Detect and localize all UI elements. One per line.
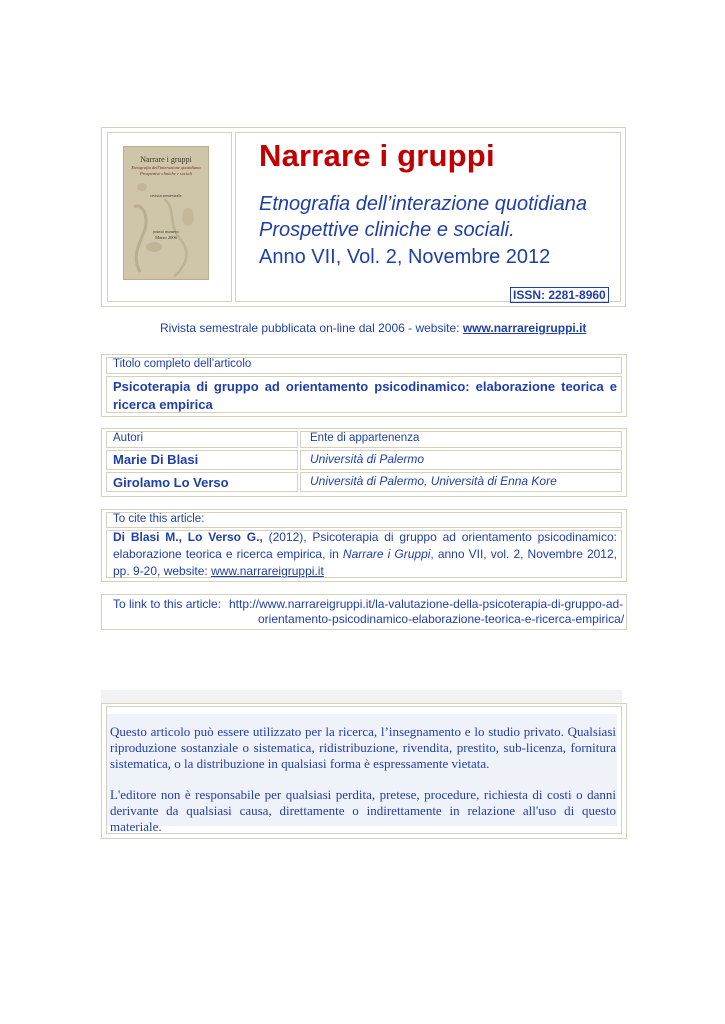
author-affiliation: Università di Palermo, Università di Enna Kore [310, 474, 557, 488]
notice-paragraph-2: L'editore non è responsabile per qualsiasi perdita, pretese, procedure, richiesta di costi o danni derivante da qualsiasi causa, direttamente o indirettamente in relazione all'uso di questo materiale. [110, 787, 616, 834]
authors-header: Autori [113, 432, 144, 444]
cover-issue-date: Marzo 2006 [155, 235, 177, 240]
link-label: To link to this article: [113, 597, 222, 611]
issn-badge: ISSN: 2281-8960 [510, 287, 609, 303]
publication-text: Rivista semestrale pubblicata on-line dal 2006 - website: [160, 321, 463, 335]
volume-info: Anno VII, Vol. 2, Novembre 2012 [259, 246, 551, 268]
subtitle-line-1: Etnografia dell’interazione quotidiana [259, 193, 588, 215]
notice-paragraph-1: Questo articolo può essere utilizzato per la ricerca, l’insegnamento e lo studio privato. Qualsiasi riproduzione sostanziale o sistematica, ridistribuzione, rivendita, prestito, sub-licenza, fornitura sistematica, o la distribuzione in qualsiasi forma è espressamente vietata. [110, 724, 616, 771]
citation-journal: Narrare i Gruppi [342, 547, 431, 561]
citation-part-1: (2012), Psicoterapia di gruppo ad orientamento psicodinamico: elaborazione teorica e ricerca empirica, in [113, 530, 617, 561]
article-title: Psicoterapia di gruppo ad orientamento psicodinamico: elaborazione teorica e ricerca empirica [113, 379, 617, 412]
publication-info [160, 321, 586, 335]
article-url-line-2[interactable]: orientamento-psicodinamico-elaborazione-teorica-e-ricerca-empirica/ [258, 612, 625, 626]
cover-title: Narrare i gruppi [140, 155, 192, 164]
journal-title: Narrare i gruppi [259, 138, 495, 173]
citation-label: To cite this article: [113, 513, 205, 525]
cover-issue [124, 229, 208, 241]
author-name: Girolamo Lo Verso [113, 475, 229, 490]
subtitle-line-2: Prospettive cliniche e sociali. [259, 219, 515, 241]
cover-subtitle: Etnografia dell'interazione quotidiana Prospettive cliniche e sociali [131, 165, 201, 176]
author-affiliation: Università di Palermo [310, 452, 425, 466]
copyright-notice [110, 724, 616, 835]
cover-issue-number: primo numero [153, 229, 179, 234]
journal-subtitle [259, 191, 587, 243]
citation-authors: Di Blasi M., Lo Verso G., [113, 530, 263, 544]
cover-label: rivista semestrale [150, 193, 182, 198]
affiliation-header: Ente di appartenenza [310, 432, 420, 444]
website-link[interactable]: www.narrareigruppi.it [462, 321, 587, 335]
citation-text [113, 529, 617, 580]
article-url-line-1[interactable]: http://www.narrareigruppi.it/la-valutazione-della-psicoterapia-di-gruppo-ad- [229, 597, 624, 611]
citation-part-2: , anno VII, vol. 2, Novembre 2012, pp. 9-20, website: [113, 547, 617, 578]
journal-cover-image [123, 146, 209, 280]
article-title-label: Titolo completo dell’articolo [113, 358, 252, 370]
citation-website-link[interactable]: www.narrareigruppi.it [211, 564, 324, 578]
author-name: Marie Di Blasi [113, 452, 199, 467]
